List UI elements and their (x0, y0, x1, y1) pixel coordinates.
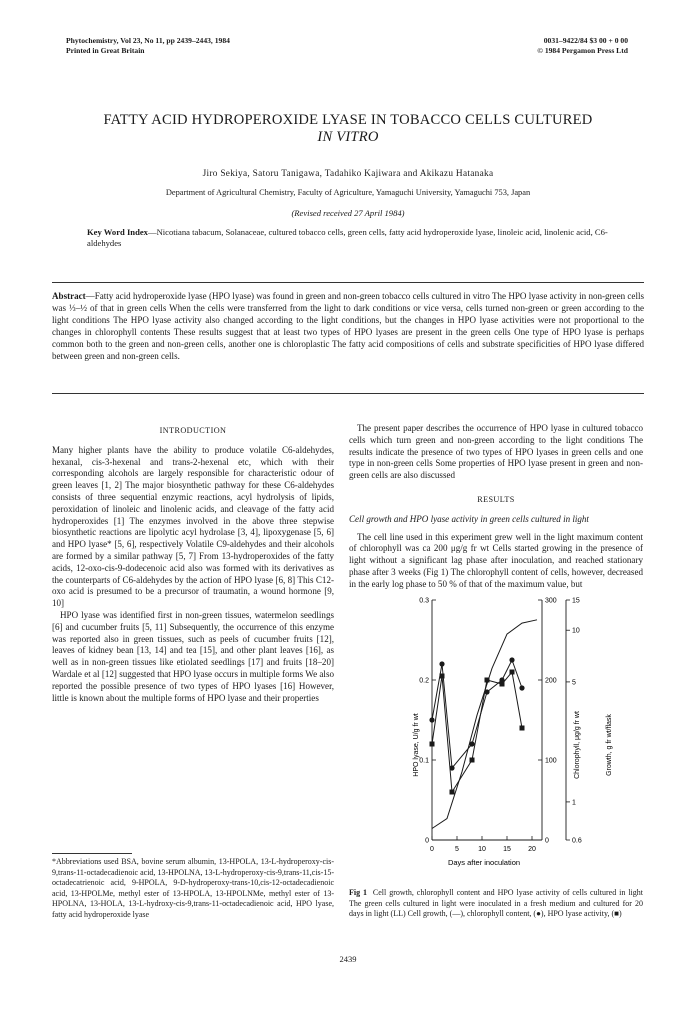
mid-tick-label: 100 (545, 757, 557, 765)
keyword-label: Key Word Index (87, 227, 148, 237)
left-tick-label: 0.3 (419, 597, 429, 605)
hpo-lyase-point (510, 670, 515, 675)
y-axis-label-left: HPO lyase, U/g fr wt (413, 713, 420, 777)
chlorophyll-point (429, 717, 434, 722)
right-tick-label: 0.6 (572, 837, 582, 845)
left-column (52, 425, 334, 704)
left-tick-label: 0.1 (419, 757, 429, 765)
abstract-label: Abstract (52, 291, 86, 301)
x-tick-label: 5 (455, 846, 459, 853)
keyword-text: —Nicotiana tabacum, Solanaceae, cultured tobacco cells, green cells, fatty acid hydroperoxide lyase, linoleic acid, linolenic acid, C6-aldehydes (87, 227, 608, 248)
printed-in: Printed in Great Britain (66, 45, 145, 55)
hpo-lyase-line (432, 672, 522, 792)
caption-text: of cells cultured in light The green cells cultured in light were inoculated in a fresh medium and cultured for 20 days in light (LL) Cell growth, (—), chlorophyll content, (●), HPO lyase activity, (■) (349, 888, 643, 919)
article-title (40, 112, 656, 146)
chart-axes (419, 598, 582, 854)
figure-1-caption (349, 888, 643, 920)
author-list: Jiro Sekiya, Satoru Tanigawa, Tadahiko Kajiwara and Akikazu Hatanaka (202, 169, 494, 179)
hpo-lyase-point (470, 758, 475, 763)
x-axis-label: Days after inoculation (447, 858, 521, 867)
hpo-lyase-point (520, 726, 525, 731)
right-tick-label: 5 (572, 679, 576, 687)
right-tick-label: 15 (572, 597, 580, 605)
keyword-index (87, 227, 612, 249)
mid-tick-label: 200 (545, 677, 557, 685)
chlorophyll-point (469, 741, 474, 746)
affiliation: Department of Agricultural Chemistry, Faculty of Agriculture, Yamaguchi University, Yamaguchi 753, Japan (165, 188, 531, 197)
abstract-top-rule (52, 282, 644, 283)
x-tick-label: 20 (528, 846, 536, 853)
intro-paragraph-2: HPO lyase was identified first in non-green tissues, watermelon seedlings [6] and cucumber fruits [5, 11] Subsequently, the occurrence of this enzyme was reported also in green tissues, such as peels of cucumber fruits [12], leaves of kidney bean [13, 14] and tea [15], and other plant leaves [16], as well as in non-green tissues like etiolated seedlings [17] and fruits [18–20] Wardale et al [12] suggested that HPO lyase occurs in multiple forms We also reported the possible presence of two types of HPO lyases [16] However, little is known about the multiple forms of HPO lyase and their properties (52, 609, 334, 703)
revised-date: (Revised received 27 April 1984) (291, 208, 405, 218)
mid-tick-label: 0 (545, 837, 549, 845)
hpo-lyase-point (485, 678, 490, 683)
left-tick-label: 0 (425, 837, 429, 845)
journal-header-left (66, 36, 230, 55)
chlorophyll-point (509, 657, 514, 662)
hpo-lyase-point (500, 682, 505, 687)
x-tick-label: 15 (503, 846, 511, 853)
abbreviations-footnote: *Abbreviations used BSA, bovine serum albumin, 13-HPOLA, 13-L-hydroperoxy-cis-9,trans-11-octadecadienoic acid, 13-HPOLNA, 13-L-hydroperoxy-cis-9,trans-11,cis-15-octadecatrienoic acid, 9-HPOLA, 9-D-hydroperoxy-trans-10,cis-12-octadecadienoic acid, 13-HPOLMe, methyl ester of 13-HPOLA, 13-HPOLNMe, methyl ester of 13-HPOLNA, 13-HOLA, 13-L-hydroxy-cis-9,trans-11-octadecadienoic acid, HPO lyase, fatty acid hydroperoxide lyase (52, 857, 334, 919)
right-tick-label: 1 (572, 799, 576, 807)
intro-paragraph-3: The present paper describes the occurrence of HPO lyase in cultured tobacco cells which turn green and non-green according to the light conditions The results indicate the presence of two types of HPO lyases in green cells and one type in non-green cells Some properties of HPO lyase present in green and non-green cells are also discussed (349, 423, 643, 481)
left-tick-label: 0.2 (419, 677, 429, 685)
chlorophyll-point (519, 685, 524, 690)
journal-citation: Phytochemistry, Vol 23, No 11, pp 2439–2443, 1984 (66, 36, 230, 45)
x-tick-label: 10 (478, 846, 486, 853)
issn-code: 0031–9422/84 $3 00 + 0 00 (543, 36, 628, 45)
hpo-lyase-point (450, 790, 455, 795)
page-number: 2439 (339, 954, 357, 964)
caption-label: Fig 1 (349, 888, 368, 897)
results-paragraph: The cell line used in this experiment grew well in the light maximum content of chlorophyll was ca 200 μg/g fr wt Cells started growing in the presence of light without a significant lag phase after inoculation, and reached stationary phase after 3 weeks (Fig 1) The chlorophyll content of cells, however, decreased in the early log phase to 50 % of that of the maximum value, but (349, 531, 643, 589)
caption-title: Cell growth, chlorophyll content and HPO lyase activity (372, 888, 560, 897)
abstract-bottom-rule (52, 393, 644, 394)
abstract-text: —Fatty acid hydroperoxide lyase (HPO lyase) was found in green and non-green tobacco cells cultured in vitro The HPO lyase activity in non-green cells was ⅓–½ of that in green cells When the cells were transferred from the light to dark conditions or vice versa, cells turned non-green or green according to the light conditions The HPO lyase activity also changed according to the light conditions, but the changes in HPO lyase activities were not proportional to the changes in chlorophyll contents These results suggest that at least two types of HPO lyases are present in the green cells One type of HPO lyase is perhaps common both to the green and non-green cells, another one is chloroplastic The fatty acid compositions of cells and substrate specificities of HPO lyase differed between green and non-green cells. (52, 291, 644, 361)
journal-header-right (537, 36, 628, 55)
mid-tick-label: 300 (545, 597, 557, 605)
intro-paragraph-1: Many higher plants have the ability to produce volatile C6-aldehydes, hexanal, cis-3-hexenal and trans-2-hexenal etc, which with their corresponding alcohols are largely responsible for characteristic odour of green leaves [1, 2] The major biosynthetic pathway for these C6-aldehydes consists of three sequential enzymic reactions, acyl hydrolysis of lipids, peroxidation of linoleic and linolenic acids, and cleavage of the fatty acid hydroperoxides [1] The enzymes involved in the above three stepwise biosynthetic reactions are lipolytic acyl hydrolase [3, 4], lipoxygenase [5, 6] and HPO lyase* [5, 6], respectively Volatile C9-aldehydes and their alcohols are formed by a similar pathway [5, 7] From 13-hydroperoxides of the fatty acids, 12-oxo-cis-9-dodecenoic acid also was formed with its derivatives as the counterparts of C6-aldehydes by the action of HPO lyase [6, 8] This C12-oxo acid is presumed to be a precursor of traumatin, a wound hormone [9, 10] (52, 444, 334, 609)
results-heading: RESULTS (477, 494, 515, 504)
y-axis-label-right: Growth, g fr wt/flask (606, 714, 613, 776)
title-line-2: IN VITRO (317, 129, 379, 145)
introduction-heading: INTRODUCTION (159, 426, 227, 435)
footnote-rule (52, 853, 132, 854)
y-axis-label-mid: Chlorophyll, μg/g fr wt (574, 711, 581, 779)
abstract (52, 290, 644, 362)
hpo-lyase-point (440, 674, 445, 679)
figure-1-chart (390, 560, 620, 880)
results-subheading: Cell growth and HPO lyase activity in green cells cultured in light (349, 513, 589, 524)
copyright: © 1984 Pergamon Press Ltd (537, 45, 628, 55)
right-tick-label: 10 (572, 627, 580, 635)
chlorophyll-point (439, 661, 444, 666)
x-tick-label: 0 (430, 846, 434, 853)
title-line-1: FATTY ACID HYDROPEROXIDE LYASE IN TOBACCO CELLS CULTURED (103, 112, 593, 128)
hpo-lyase-point (430, 742, 435, 747)
chart-marks (429, 620, 537, 829)
